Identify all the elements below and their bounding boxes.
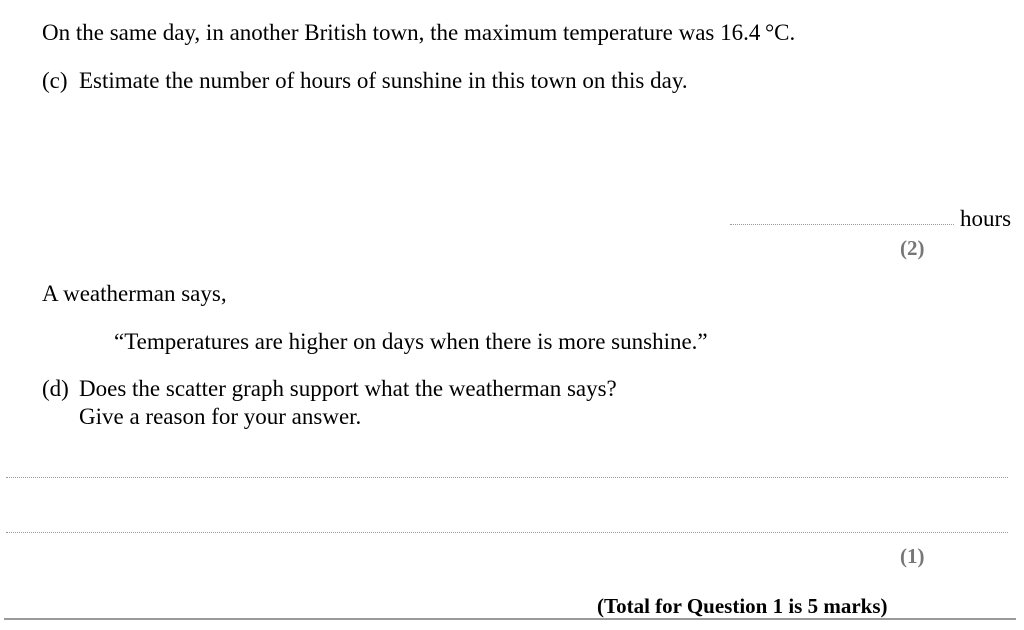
part-d-question-line2: Give a reason for your answer.: [79, 404, 362, 429]
part-c-marks: (2): [900, 236, 925, 260]
total-marks: (Total for Question 1 is 5 marks): [597, 594, 888, 618]
part-c-answer-unit: hours: [960, 206, 1012, 231]
part-d-label: (d): [42, 376, 69, 401]
part-c-answer-line[interactable]: [730, 224, 954, 225]
part-d-marks: (1): [900, 544, 925, 568]
part-d-answer-line-1[interactable]: [6, 477, 1008, 478]
page-bottom-rule: [4, 618, 1016, 620]
part-c-label: (c): [42, 68, 68, 93]
part-d-answer-line-2[interactable]: [6, 532, 1008, 533]
weatherman-quote: “Temperatures are higher on days when there is more sunshine.”: [114, 329, 708, 354]
weatherman-lead: A weatherman says,: [42, 281, 227, 306]
intro-text: On the same day, in another British town, the maximum temperature was 16.4 °C.: [42, 20, 796, 45]
part-d-question-line1: Does the scatter graph support what the weatherman says?: [79, 376, 617, 401]
part-c-question: Estimate the number of hours of sunshine in this town on this day.: [79, 68, 688, 93]
